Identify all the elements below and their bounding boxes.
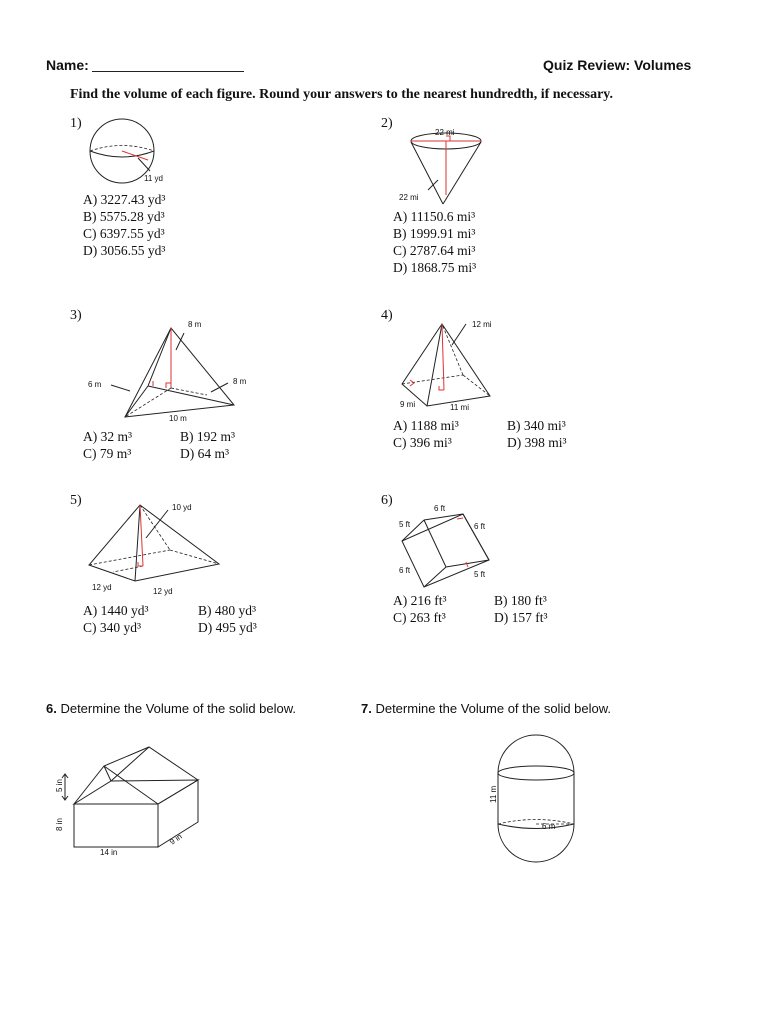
problem-1-number: 1) xyxy=(70,116,82,131)
choice-b[interactable]: B) 5575.28 yd³ xyxy=(83,209,165,224)
p6-top-label: 6 ft xyxy=(434,504,446,513)
choice-a[interactable]: A) 11150.6 mi³ xyxy=(393,209,476,224)
choice-b[interactable]: B) 480 yd³ xyxy=(198,603,257,618)
problem-2-number: 2) xyxy=(381,116,393,131)
p1-radius-label: 11 yd xyxy=(144,174,163,183)
q7-radius-label: 6 m xyxy=(542,822,556,831)
choice-b[interactable]: B) 340 mi³ xyxy=(507,418,566,433)
choice-b[interactable]: B) 192 m³ xyxy=(180,429,236,444)
q6-wall-height-label: 8 in xyxy=(55,818,64,831)
problem-4-number: 4) xyxy=(381,308,393,323)
quiz-title: Quiz Review: Volumes xyxy=(543,57,692,73)
p2-diameter-label: 22 mi xyxy=(435,128,455,137)
choice-c[interactable]: C) 2787.64 mi³ xyxy=(393,243,476,258)
p3-slant-label: 8 m xyxy=(233,377,247,386)
p6-bottom-right-label: 5 ft xyxy=(474,570,486,579)
q6-width-label: 9 in xyxy=(167,831,184,847)
choice-d[interactable]: D) 495 yd³ xyxy=(198,620,257,635)
choice-b[interactable]: B) 180 ft³ xyxy=(494,593,547,608)
choice-b[interactable]: B) 1999.91 mi³ xyxy=(393,226,476,241)
p6-bottom-left-label: 6 ft xyxy=(399,566,411,575)
q7-height-label: 11 m xyxy=(489,785,498,803)
p5-slant-label: 10 yd xyxy=(172,503,192,512)
p5-side-b-label: 12 yd xyxy=(153,587,173,596)
instructions: Find the volume of each figure. Round your answers to the nearest hundredth, if necessary. xyxy=(70,87,614,102)
choice-c[interactable]: C) 396 mi³ xyxy=(393,435,452,450)
problem-3-number: 3) xyxy=(70,308,82,323)
p6-right-label: 6 ft xyxy=(474,522,486,531)
p4-length-label: 11 mi xyxy=(450,403,469,412)
choice-a[interactable]: A) 216 ft³ xyxy=(393,593,447,608)
name-label: Name: xyxy=(46,57,89,73)
p5-side-a-label: 12 yd xyxy=(92,583,112,592)
question-6-text: Determine the Volume of the solid below. xyxy=(56,701,297,716)
choice-d[interactable]: D) 3056.55 yd³ xyxy=(83,243,166,258)
problem-6-number: 6) xyxy=(381,493,393,508)
choice-c[interactable]: C) 340 yd³ xyxy=(83,620,142,635)
p4-height-label: 12 mi xyxy=(472,320,492,329)
p4-width-label: 9 mi xyxy=(400,400,416,409)
question-7-number: 7. xyxy=(361,701,372,716)
p2-height-label: 22 mi xyxy=(399,193,419,202)
choice-a[interactable]: A) 3227.43 yd³ xyxy=(83,192,166,207)
p3-height-label: 8 m xyxy=(188,320,202,329)
p3-side-label: 6 m xyxy=(88,380,102,389)
choice-d[interactable]: D) 157 ft³ xyxy=(494,610,548,625)
choice-c[interactable]: C) 79 m³ xyxy=(83,446,132,461)
choice-d[interactable]: D) 1868.75 mi³ xyxy=(393,260,477,275)
problem-5-number: 5) xyxy=(70,493,82,508)
p6-left-label: 5 ft xyxy=(399,520,411,529)
choice-d[interactable]: D) 64 m³ xyxy=(180,446,230,461)
question-6-number: 6. xyxy=(46,701,57,716)
choice-c[interactable]: C) 6397.55 yd³ xyxy=(83,226,165,241)
choice-a[interactable]: A) 1188 mi³ xyxy=(393,418,459,433)
p3-base-label: 10 m xyxy=(169,414,187,423)
choice-a[interactable]: A) 1440 yd³ xyxy=(83,603,149,618)
q6-roof-height-label: 5 in xyxy=(55,779,64,792)
choice-c[interactable]: C) 263 ft³ xyxy=(393,610,446,625)
question-7-text: Determine the Volume of the solid below. xyxy=(371,701,612,716)
choice-d[interactable]: D) 398 mi³ xyxy=(507,435,567,450)
q6-length-label: 14 in xyxy=(100,848,118,857)
choice-a[interactable]: A) 32 m³ xyxy=(83,429,133,444)
